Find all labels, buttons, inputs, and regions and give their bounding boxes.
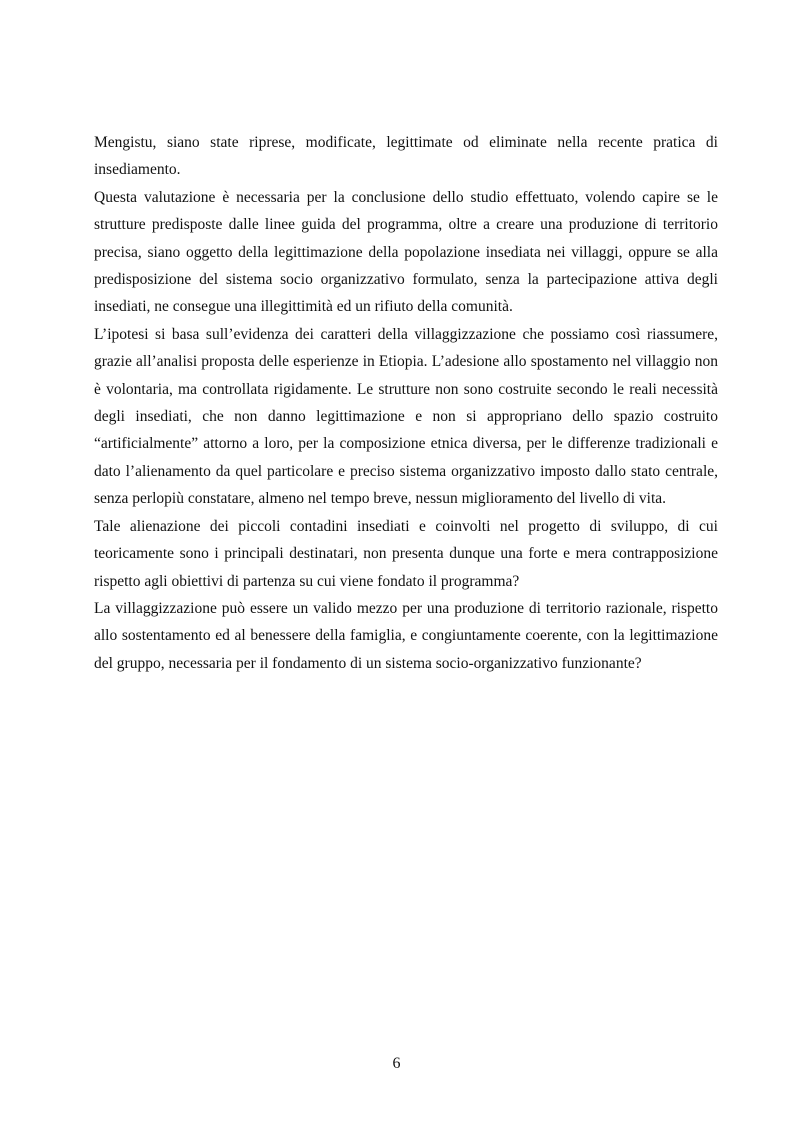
paragraph-1: Mengistu, siano state riprese, modificate, legittimate od eliminate nella recente pratica di insediamento. bbox=[94, 134, 718, 179]
paragraph-3: L’ipotesi si basa sull’evidenza dei caratteri della villaggizzazione che possiamo così riassumere, grazie all’analisi proposta delle esperienze in Etiopia. L’adesione allo spostamento nel villaggio non è volontaria, ma controllata rigidamente. Le strutture non sono costruite secondo le reali necessità degli insediati, che non danno legittimazione e non si appropriano dello spazio costruito “artificialmente” attorno a loro, per la composizione etnica diversa, per le differenze tradizionali e dato l’alienamento da quel particolare e preciso sistema organizzativo imposto dallo stato centrale, senza perlopiù constatare, almeno nel tempo breve, nessun miglioramento del livello di vita. bbox=[94, 325, 718, 508]
page-number: 6 bbox=[392, 1055, 401, 1072]
paragraph-2: Questa valutazione è necessaria per la conclusione dello studio effettuato, volendo capire se le strutture predisposte dalle linee guida del programma, oltre a creare una produzione di territorio precisa, siano oggetto della legittimazione della popolazione insediata nei villaggi, oppure se alla predisposizione del sistema socio organizzativo formulato, senza la partecipazione attiva degli insediati, ne consegue una illegittimità ed un rifiuto della comunità. bbox=[94, 188, 718, 316]
body-text bbox=[94, 129, 718, 677]
paragraph-4: Tale alienazione dei piccoli contadini insediati e coinvolti nel progetto di sviluppo, di cui teoricamente sono i principali destinatari, non presenta dunque una forte e mera contrapposizione rispetto agli obiettivi di partenza su cui viene fondato il programma? bbox=[94, 517, 718, 590]
paragraph-5: La villaggizzazione può essere un valido mezzo per una produzione di territorio razionale, rispetto allo sostentamento ed al benessere della famiglia, e congiuntamente coerente, con la legittimazione del gruppo, necessaria per il fondamento di un sistema socio-organizzativo funzionante? bbox=[94, 599, 718, 672]
